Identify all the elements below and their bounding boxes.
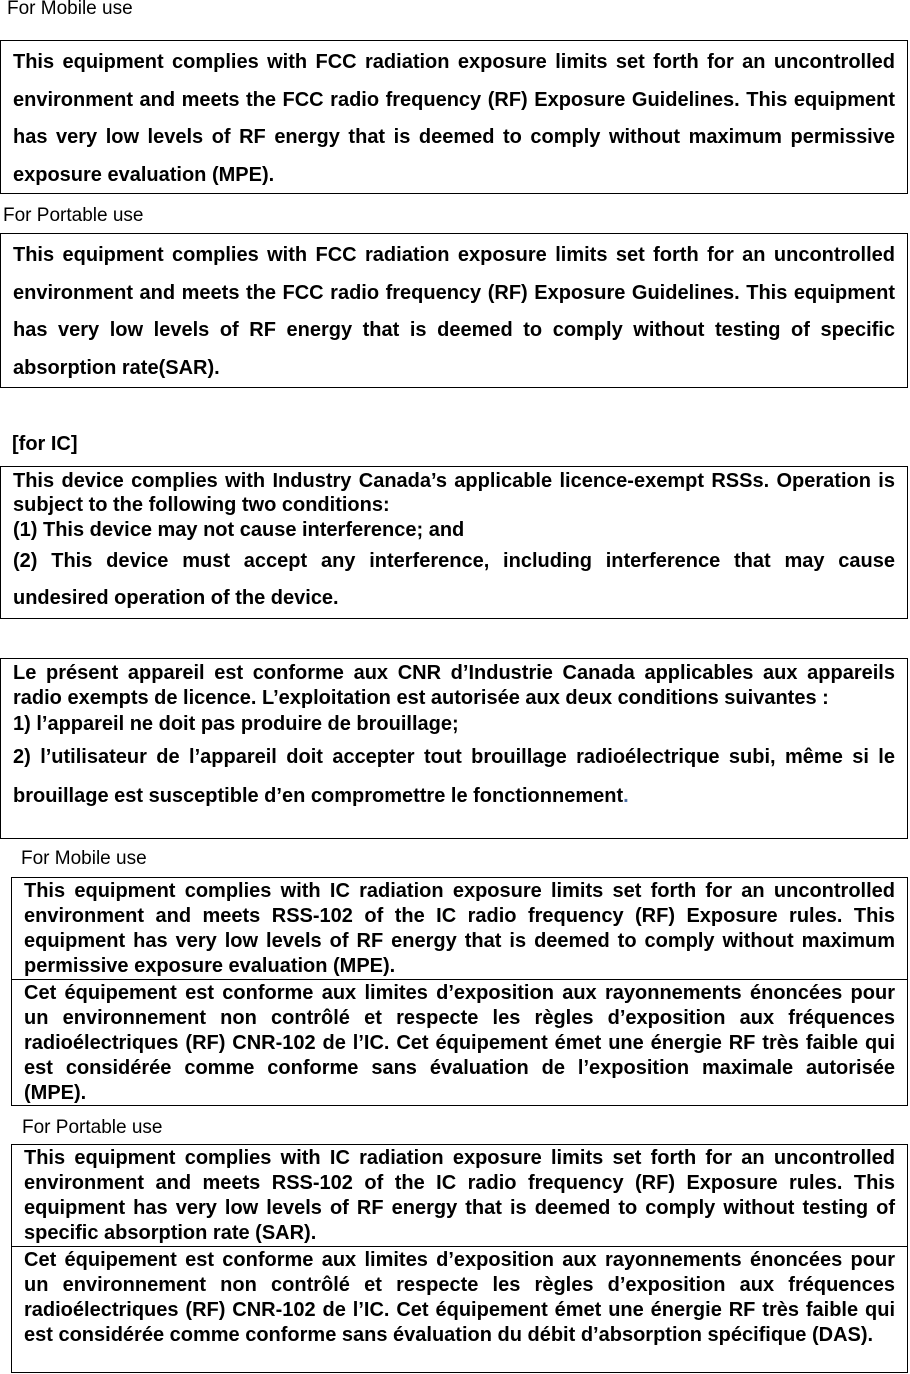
fcc-portable-box — [0, 233, 908, 388]
fcc-portable-text: This equipment complies with FCC radiation exposure limits set forth for an uncontrolled environment and meets the FCC radio frequency (RF) Exposure Guidelines. This equipment has very low levels of RF energy that is deemed to comply without testing of specific absorption rate(SAR). — [13, 244, 895, 379]
ic-portable-table — [11, 1144, 908, 1373]
ic-en-cond2: (2) This device must accept any interference, including interference that may cause undesired operation of the device. — [13, 550, 895, 609]
ic-en-box — [0, 466, 908, 619]
ic-mobile-label: For Mobile use — [21, 848, 147, 869]
fcc-mobile-text: This equipment complies with FCC radiation exposure limits set forth for an uncontrolled environment and meets the FCC radio frequency (RF) Exposure Guidelines. This equipment has very low levels of RF energy that is deemed to comply without maximum permissive exposure evaluation (MPE). — [13, 51, 895, 186]
fcc-mobile-label: For Mobile use — [7, 0, 133, 19]
ic-portable-fr-cell — [12, 1246, 907, 1348]
ic-fr-box — [0, 658, 908, 839]
ic-fr-cond1: 1) l’appareil ne doit pas produire de brouillage; — [13, 713, 459, 735]
fcc-portable-label: For Portable use — [3, 205, 144, 226]
ic-mobile-table — [11, 877, 908, 1106]
ic-fr-cond2-text: 2) l’utilisateur de l’appareil doit accepter tout brouillage radioélectrique subi, même si le brouillage est susceptible d’en compromettre le fonctionnement — [13, 746, 895, 807]
ic-portable-fr: Cet équipement est conforme aux limites d’exposition aux rayonnements énoncées pour un environnement non contrôlé et respecte les règles d’exposition aux fréquences radioélectriques (RF) CNR-102 de l’IC. Cet équipement émet une énergie RF très faible qui est considérée comme conforme sans évaluation du débit d’absorption spécifique (DAS). — [24, 1249, 895, 1346]
ic-mobile-fr: Cet équipement est conforme aux limites d’exposition aux rayonnements énoncées pour un environnement non contrôlé et respecte les règles d’exposition aux fréquences radioélectriques (RF) CNR-102 de l’IC. Cet équipement émet une énergie RF très faible qui est considérée comme conforme sans évaluation de l’exposition maximale autorisée (MPE). — [24, 982, 895, 1104]
fcc-mobile-box — [0, 40, 908, 194]
ic-portable-en: This equipment complies with IC radiation exposure limits set forth for an uncontrolled environment and meets RSS-102 of the IC radio frequency (RF) Exposure rules. This equipment has very low levels of RF energy that is deemed to comply without testing of specific absorption rate (SAR). — [24, 1147, 895, 1244]
ic-fr-intro: Le présent appareil est conforme aux CNR d’Industrie Canada applicables aux appareils radio exempts de licence. L’exploitation est autorisée aux deux conditions suivantes : — [13, 662, 895, 709]
ic-fr-cond2-period: . — [623, 785, 629, 807]
ic-fr-cond2 — [13, 738, 895, 816]
ic-mobile-en-cell — [12, 878, 907, 979]
ic-portable-en-cell — [12, 1145, 907, 1246]
ic-en-intro: This device complies with Industry Canada’s applicable licence-exempt RSSs. Operation is subject to the following two conditions: — [13, 470, 895, 516]
ic-portable-label: For Portable use — [22, 1117, 163, 1138]
ic-heading: [for IC] — [12, 433, 78, 455]
ic-mobile-en: This equipment complies with IC radiation exposure limits set forth for an uncontrolled environment and meets RSS-102 of the IC radio frequency (RF) Exposure rules. This equipment has very low levels of RF energy that is deemed to comply without maximum permissive exposure evaluation (MPE). — [24, 880, 895, 977]
ic-mobile-fr-cell — [12, 979, 907, 1106]
ic-en-cond1: (1) This device may not cause interference; and — [13, 519, 465, 541]
